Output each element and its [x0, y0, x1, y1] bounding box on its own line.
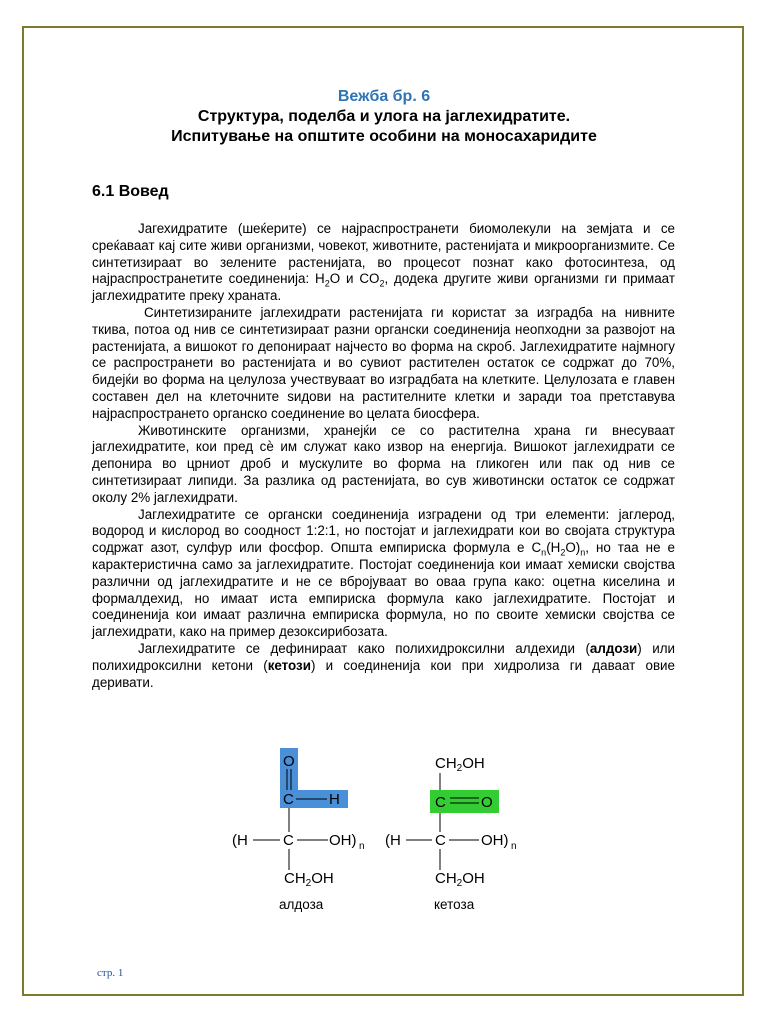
title-line-2: Испитување на општите особини на моносахаридите [171, 128, 597, 145]
text-run: Јагехидратите (шеќерите) се најраспространети биомолекули на земјата и се среќаваат кај сите живи организми, човекот, животните, растенијата и микроорганизмите. Се синтетизираат во зелените растенијата, во процесот познат како фотосинтеза, од најраспространетите соединенија: H [92, 221, 675, 287]
ketose-oh: OH) [481, 832, 509, 849]
aldose-carbon-1: C [283, 791, 294, 808]
paragraph-2: Синтетизираните јаглехидрати растенијата ги користат за изградба на нивните ткива, потоа од нив се синтетизираат разни органски соединенија неопходни за развојот на растенијата, а вишокот го депонираат најчесто во форма на скроб. Јаглехидратите најмногу се распространети во растенијата и во сувиот растителен остаток се содржат до 70%, бидејќи во форма на целулоза учествуваат во изградбата на клетките. Целулозата е главен составен дел на клеточните ѕидови на растителните клетки и заради тоа претставува најраспространето органско соединение во целата биосфера. [92, 304, 675, 421]
ketose-oxygen: O [481, 794, 493, 811]
page-number: стр. 1 [97, 967, 124, 979]
term-aldoses: алдози [589, 640, 638, 656]
text-run: O) [565, 540, 581, 556]
subscript: 2 [560, 547, 566, 558]
text-run: ) или полихидроксилни кетони ( [92, 640, 675, 673]
aldose-caption: алдоза [279, 897, 324, 912]
paragraph-3: Животинските организми, хранејќи се со растителна храна ги внесуваат јаглехидратите, кои пред сѐ им служат како извор на енергија. Вишокот јаглехидрати се депонира во црниот дроб и мускулите во форма на гликоген или пак од нив се синтетизираат липиди. За разлика од растенијата, во сув животински остаток се содржат околу 2% јаглехидрати. [92, 422, 675, 505]
subscript: 2 [379, 279, 385, 290]
ketose-structure [385, 755, 517, 912]
exercise-number: Вежба бр. 6 [337, 88, 431, 105]
text-run: O и CO [329, 271, 380, 287]
ketose-paren-h: (H [385, 832, 401, 849]
section-heading: 6.1 Вовед [92, 183, 169, 200]
text-run: , додека другите живи организми ги примаат јаглехидратите преку храната. [92, 271, 675, 304]
aldose-paren-h: (H [232, 832, 248, 849]
subscript: n [541, 547, 547, 558]
title-line-1: Структура, поделба и улога на јаглехидратите. [197, 108, 571, 125]
text-run: , но таа не е карактеристична само за јаглехидратите. Постојат соединенија кои имаат хемиски својства различни од јаглехидратите и не се вбројуваат во оваа група како: оцетна киселина и формалдехид, но имаат иста емпириска формула како јаглехидратите. Постојат и соединенија кои имаат различна емпириска формула, но по своите хемиски својства се јаглехидрати, како на пример дезоксирибозата. [92, 540, 675, 640]
text-run: ) и соединенија кои при хидролиза ги даваат овие деривати. [92, 657, 675, 690]
ketose-n: n [511, 841, 517, 852]
aldose-oxygen: O [283, 753, 295, 770]
ketose-top-ch2oh: $CH_2OH$ [435, 755, 485, 774]
ketose-bottom-ch2oh: $CH_2OH$ [435, 870, 485, 889]
aldose-hydrogen: H [329, 791, 340, 808]
aldose-structure [232, 748, 365, 912]
aldose-ch2oh: $CH_2OH$ [284, 870, 334, 889]
term-ketoses: кетози [267, 657, 311, 673]
ketose-carbon-2: C [435, 794, 446, 811]
subscript: n [580, 547, 586, 558]
text-run: Јаглехидратите се дефинираат како полихидроксилни алдехиди ( [138, 640, 590, 656]
subscript: 2 [324, 279, 330, 290]
ketose-carbon-mid: C [435, 832, 446, 849]
aldose-n: n [359, 841, 365, 852]
aldose-carbon-mid: C [283, 832, 294, 849]
text-run: (H [546, 540, 561, 556]
aldose-oh: OH) [329, 832, 357, 849]
ketose-caption: кетоза [434, 897, 475, 912]
text-run: Јаглехидратите се органски соединенија изградени од три елементи: јаглерод, водород и кислород во соодност 1:2:1, но постојат и јаглехидрати кои во својата структура содржат азот, сулфур или фосфор. Општа емпириска формула е C [92, 506, 675, 556]
